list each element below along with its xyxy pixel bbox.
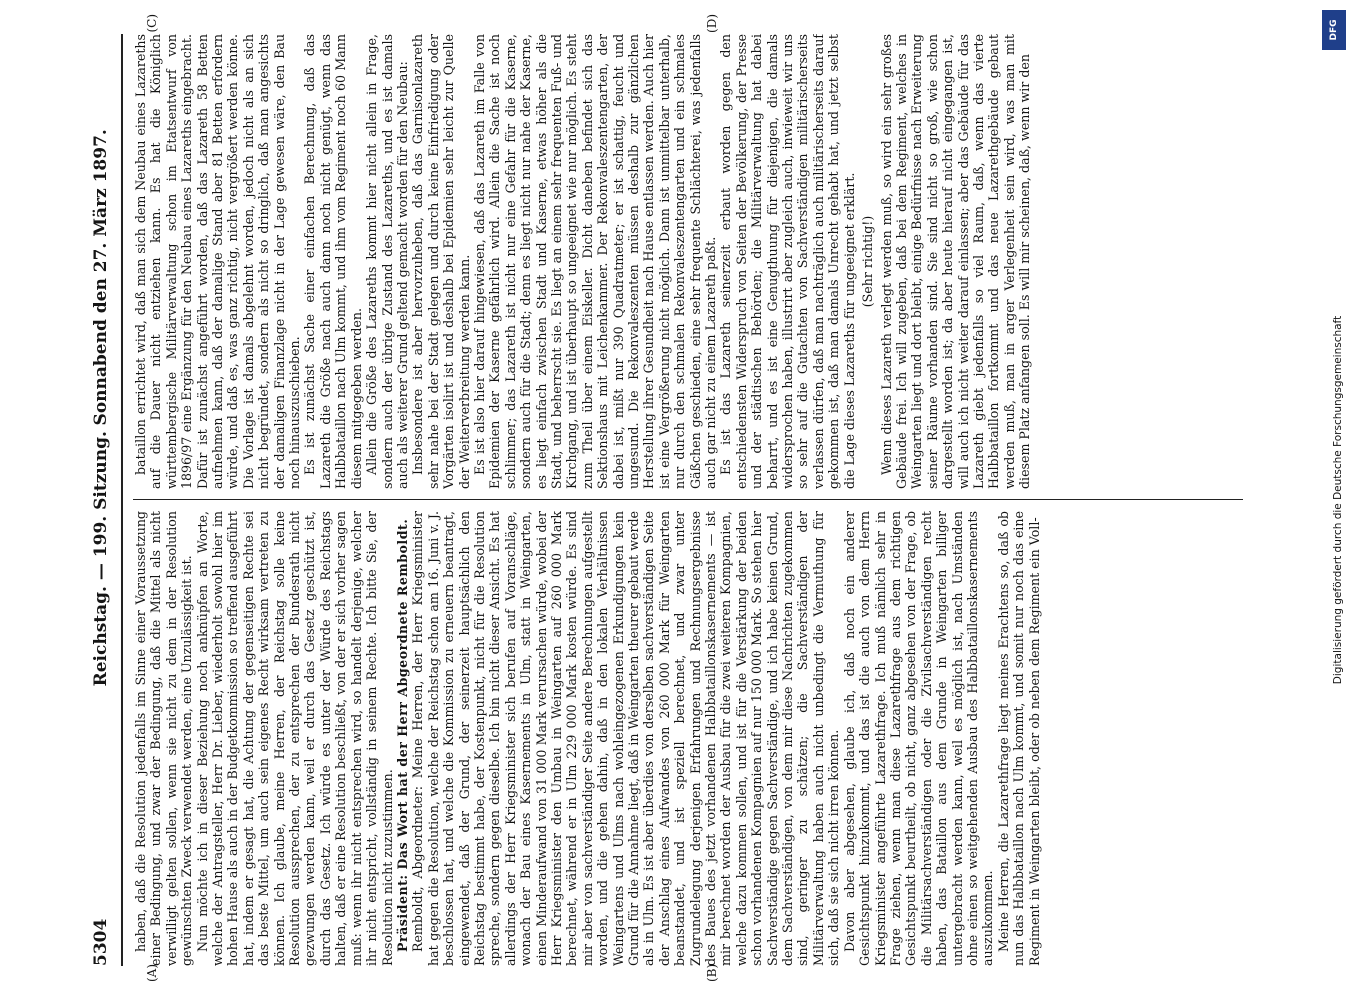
margin-marker-a: (A) bbox=[145, 963, 159, 982]
paragraph: Es ist zunächst Sache einer einfachen Berechnung, daß das Lazareth die Größe nach auch dann noch nicht genügt, wenn das Halbbataillon nach Ulm kommt, und ihm vom Regiment noch 60 Mann diesem mitgegeben werden. bbox=[302, 34, 364, 489]
paragraph: Insbesondere ist aber hervorzuheben, daß das Garnisonlazareth sehr nahe bei der Stadt gelegen und durch keine Einfriedigung oder Vorgärten isolirt ist und deshalb bei Epidemien sehr leicht zur Quelle der Weiterverbreitung werden kann. bbox=[410, 34, 472, 489]
paragraph: Wenn dieses Lazareth verlegt werden muß, so wird ein sehr großes Gebäude frei. Ich will zugeben, daß bei dem Regiment, welches in Weingarten liegt und dort bleibt, einige Bedürfnisse nach Erweiterung seiner Räume vorhanden sind. Sie sind nicht so groß, wie schon dargestellt worden ist; da aber heute hierauf nicht eingegangen ist, will auch ich nicht weiter darauf einlassen; aber das Gebäude für das Lazareth giebt jedenfalls so viel Raum, daß, wenn das vierte Halbbataillon fortkommt und das neue Lazarethgebäude gebaut werden muß, man in arger Verlegenheit sein wird, was man mit diesem Platz anfangen soll. Es will mir scheinen, daß, wenn wir den bbox=[878, 34, 1033, 489]
paragraph: Allein die Größe des Lazareths kommt hier nicht allein in Frage, sondern auch der übrige Zustand des Lazareths, und es ist damals auch als weiterer Grund geltend gemacht worden für den Neubau: bbox=[364, 34, 410, 489]
interjection: (Sehr richtig!) bbox=[860, 215, 876, 308]
paragraph: bataillon errichtet wird, daß man sich dem Neubau eines Lazareths auf die Dauer nicht entziehen kann. Es hat die Königlich württembergische Militärverwaltung schon im Etatsentwurf von 1896/97 eine Ergänzung für den Neubau eines Lazareths eingebracht. Dafür ist zunächst angeführt worden, daß das Lazareth 58 Betten aufnehmen kann, daß der damalige Stand aber 81 Betten erfordern würde, und daß es, was ganz richtig, nicht vergrößert werden könne. Die Vorlage ist damals abgelehnt worden, jedoch nicht als an sich nicht begründet, sondern als nicht so dringlich, daß man angesichts der damaligen Finanzlage nicht in der Lage gewesen wäre, den Bau noch hinauszuschieben. bbox=[133, 34, 303, 489]
paragraph: Präsident: Das Wort hat der Herr Abgeordnete Remboldt. bbox=[394, 518, 410, 952]
margin-marker-c: (C) bbox=[145, 14, 159, 33]
session-date: Sonnabend den 27. März 1897. bbox=[91, 129, 111, 426]
right-column bbox=[133, 34, 1243, 489]
header-rule bbox=[121, 34, 123, 966]
dfg-logo-text: DFG bbox=[1329, 19, 1339, 41]
page-header bbox=[83, 34, 123, 966]
rotated-page bbox=[65, 14, 1275, 982]
paragraph: Meine Herren, die Lazarethfrage liegt meines Erachtens so, daß ob nun das Halbbataillon nach Ulm kommt, und somit nur noch das eine Regiment in Weingarten bleibt, oder ob neben dem Regiment ein Voll- bbox=[995, 511, 1042, 966]
paragraph: Es ist das Lazareth seinerzeit erbaut worden gegen den entschiedensten Widerspruch von Seiten der Bevölkerung, der Presse und der städtischen Behörden; die Militärverwaltung hat dabei beharrt, und es ist eine Genugthuung für diejenigen, die damals widersprochen haben, illustrirt aber zugleich auch, inwieweit wir uns so sehr auf die Gutachten von Sachverständigen militärischerseits verlassen dürfen, daß man nachträglich auch militärischerseits darauf gekommen ist, daß man damals Unrecht gehabt hat, und jetzt selbst die Lage dieses Lazareths für ungeeignet erklärt. bbox=[718, 34, 857, 489]
dfg-logo bbox=[1322, 10, 1346, 50]
paragraph: Es ist also hier darauf hingewiesen, daß das Lazareth im Falle von Epidemien der Kaserne gefährlich wird. Allein die Sache ist noch schlimmer; das Lazareth ist nicht nur eine Gefahr für die Kaserne, sondern auch für die Stadt; denn es liegt nicht nur nahe der Kaserne, es liegt einfach zwischen Stadt und Kaserne, etwas höher als die Stadt, und beherrscht sie. Es liegt an einem sehr frequenten Fuß- und Kirchgang, und ist überhaupt so ungeeignet wie nur möglich. Es steht zum Theil über einem Eiskeller. Dicht daneben befindet sich das Sektionshaus mit Leichenkammer. Der Rekonvaleszentengarten, der dabei ist, mißt nur 390 Quadratmeter; er ist schattig, feucht und ungesund. Die Rekonvaleszenten müssen deshalb zur gänzlichen Herstellung ihrer Gesundheit nach Hause entlassen werden. Auch hier ist eine Vergrößerung nicht möglich. Dann ist unmittelbar unterhalb, nur durch den schmalen Rekonvaleszentengarten und ein schmales Gäßchen geschieden, eine sehr frequente Schlächterei, was jedenfalls auch gar nicht zu einem Lazareth paßt. bbox=[471, 34, 719, 489]
column-divider bbox=[133, 499, 1243, 500]
margin-marker-d: (D) bbox=[705, 14, 719, 33]
paragraph: haben, daß die Resolution jedenfalls im Sinne einer Voraussetzung einer Bedingung, und zwar der Bedingung, daß die Mittel als nicht verwilligt gelten sollen, wenn sie nicht zu dem in der Resolution gewünschten Zweck verwendet werden, eine Unzulässigkeit ist. bbox=[133, 511, 195, 966]
credit-text: Digitalisierung gefördert durch die Deutsche Forschungsgemeinschaft bbox=[1332, 315, 1344, 685]
page-number: 5304 bbox=[91, 918, 111, 966]
paragraph: Nun möchte ich in dieser Beziehung noch anknüpfen an Worte, welche der Antragsteller, Herr Dr. Lieber, wiederholt sowohl hier im hohen Hause als auch in der Budgetkommission so treffend ausgeführt hat, indem er gesagt hat, die Achtung der gegenseitigen Rechte sei das beste Mittel, um auch sein eigenes Recht wirksam vertreten zu können. Ich glaube, meine Herren, der Reichstag solle keine Resolution aussprechen, der zu entsprechen der Bundesrath nicht gezwungen werden kann, weil er durch das Gesetz geschützt ist, durch das Gesetz. Ich würde es unter der Würde des Reichstags halten, daß er eine Resolution beschließt, von der er sich vorher sagen muß: wenn ihr nicht entsprechen wird, so handelt derjenige, welcher ihr nicht entspricht, vollständig in seinem Rechte. Ich bitte Sie, der Resolution nicht zuzustimmen. bbox=[194, 511, 395, 966]
left-column bbox=[133, 511, 1243, 966]
session-title: Reichstag. — 199. Sitzung. bbox=[91, 431, 111, 687]
paragraph: Davon aber abgesehen, glaube ich, daß noch ein anderer Gesichtspunkt hinzukommt, und das ist die auch von dem Herrn Kriegsminister angeführte Lazarethfrage. Ich muß nämlich sehr in Frage ziehen, wenn man diese Lazarethfrage aus dem richtigen Gesichtspunkt beurtheilt, ob nicht, ganz abgesehen von der Frage, ob die Militärsachverständigen oder die Zivilsachverständigen recht haben, das Bataillon aus dem Grunde in Weingarten billiger untergebracht werden kann, weil es möglich ist, nach Umständen ohne einen so weitgehenden Ausbau des Halbbataillonskasernements auszukommen. bbox=[841, 511, 996, 966]
paragraph: Remboldt, Abgeordneter: Meine Herren, der Herr Kriegsminister hat gegen die Resolution, welche der Reichstag schon am 16. Juni v. J. beschlossen hat, und welche die Kommission zu erneuern beantragt, eingewendet, daß der Grund, der seinerzeit hauptsächlich den Reichstag bestimmt habe, der Kostenpunkt, nicht für die Resolution spreche, sondern gegen dieselbe. Ich bin nicht dieser Ansicht. Es hat allerdings der Herr Kriegsminister sich berufen auf Voranschläge, wonach der Bau eines Kasernements in Ulm, statt in Weingarten, einen Minderaufwand von 31 000 Mark verursachen würde, wobei der Herr Kriegsminister den Umbau in Weingarten auf 260 000 Mark berechnet, während er in Ulm 229 000 Mark kosten würde. Es sind mir aber von sachverständiger Seite andere Berechnungen aufgestellt worden, und die gehen dahin, daß in den lokalen Verhältnissen Weingartens und Ulms nach wohleingezogenen Erkundigungen kein Grund für die Annahme liegt, daß in Weingarten theurer gebaut werde als in Ulm. Es ist aber überdies von derselben sachverständigen Seite der Anschlag eines Aufwandes von 260 000 Mark für Weingarten beanstandet, und ist speziell berechnet, und zwar unter Zugrundelegung derjenigen Erfahrungen und Rechnungsergebnisse des Baues des jetzt vorhandenen Halbbataillonskasernements — ist mir berechnet worden der Ausbau für die zwei weiteren Kompagnien, welche dazu kommen sollen, und ist für die Verstärkung der beiden schon vorhandenen Kompagnien auf nur 150 000 Mark. So stehen hier Sachverständige gegen Sachverständige, und ich habe keinen Grund, dem Sachverständigen, von dem mir diese Nachrichten zugekommen sind, geringer zu schätzen; die Sachverständigen der Militärverwaltung haben auch nicht unbedingt die Vermuthung für sich, daß sie sich nicht irren können. bbox=[410, 511, 842, 966]
margin-marker-b: (B) bbox=[705, 963, 719, 982]
